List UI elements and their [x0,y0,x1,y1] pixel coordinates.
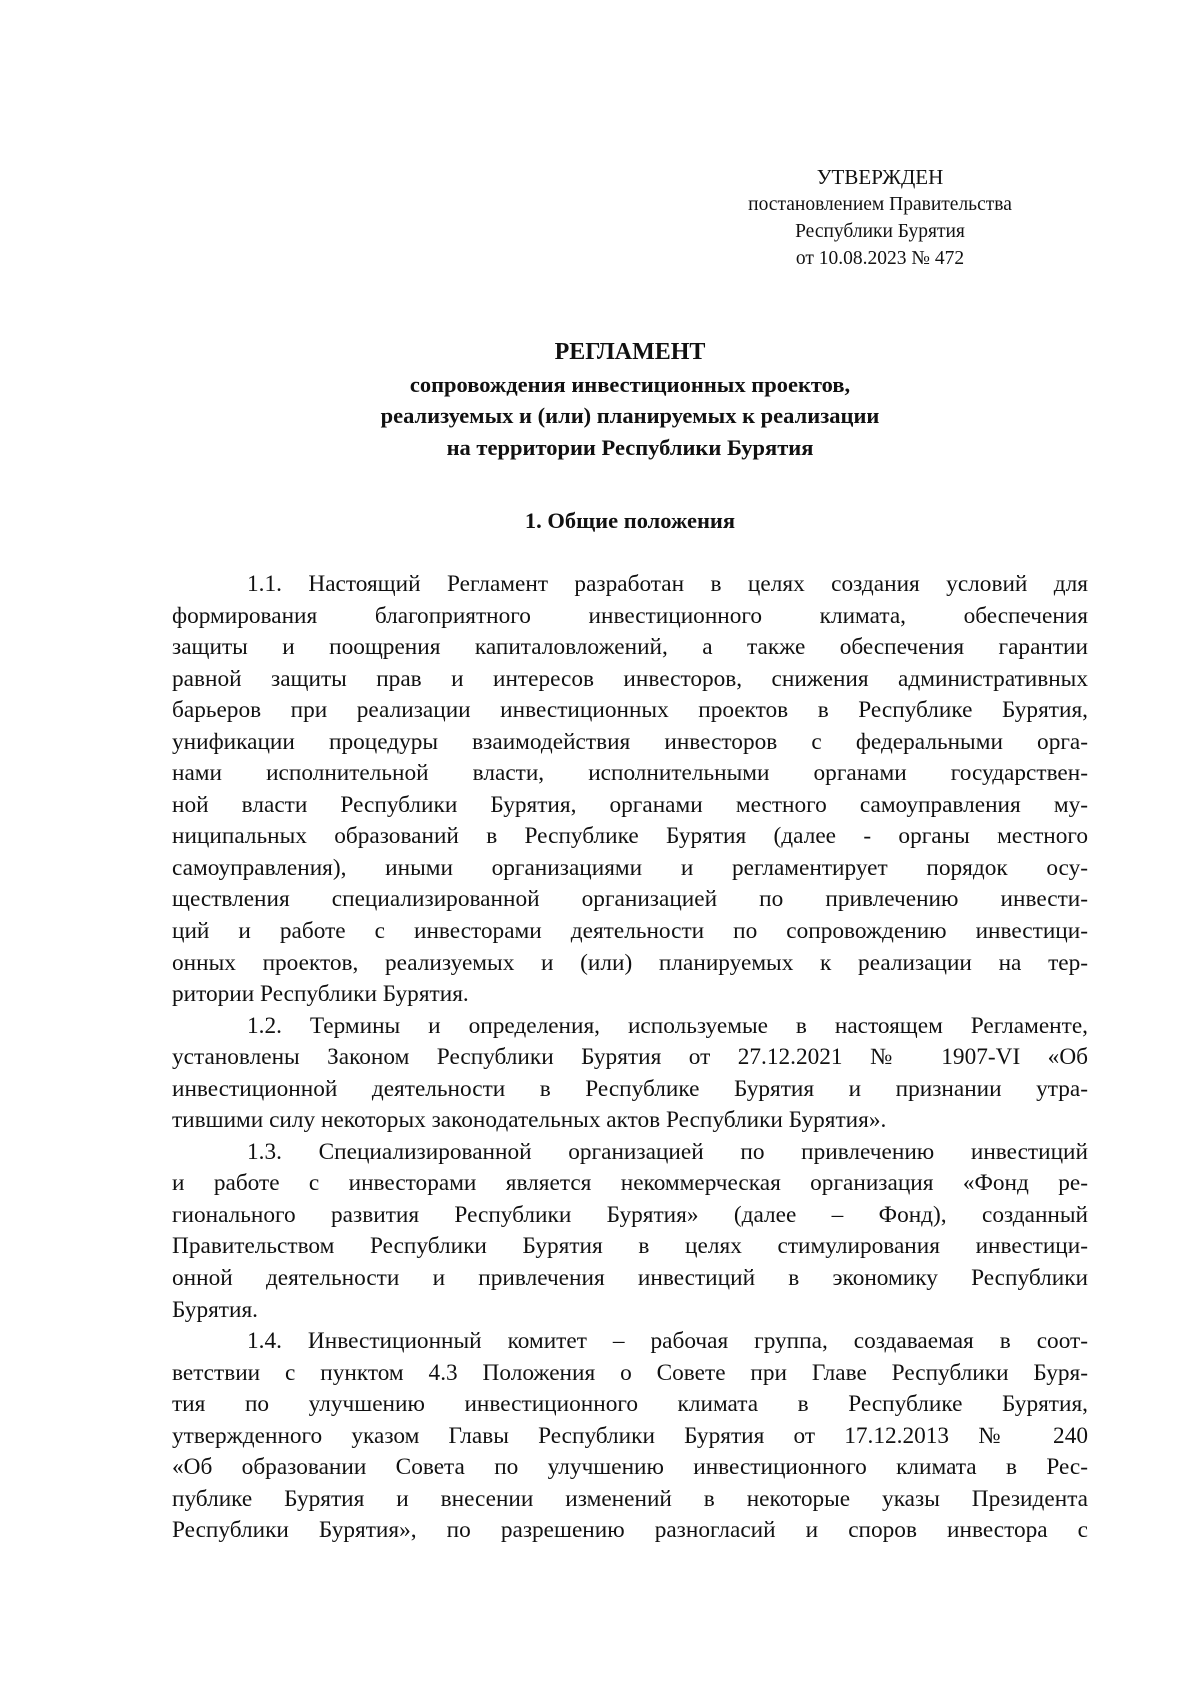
approval-line: Республики Бурятия [795,221,965,242]
paragraph [172,1011,1088,1137]
paragraph-line: тившими силу некоторых законодательных актов Республики Бурятия». [172,1107,887,1134]
paragraph-line: и работе с инвесторами является некоммерческая организация «Фонд ре- [172,1170,1088,1197]
approval-date-number: от 10.08.2023 № 472 [795,248,965,269]
paragraph-line: ритории Республики Бурятия. [172,981,469,1008]
paragraph [172,1137,1088,1326]
paragraph-line: формирования благоприятного инвестиционного климата, обеспечения [172,602,1088,629]
paragraph-line: 1.1. Настоящий Регламент разработан в целях создания условий для [247,571,1088,597]
paragraph-line: барьеров при реализации инвестиционных проектов в Республике Бурятия, [172,697,1088,724]
paragraph-line: ниципальных образований в Республике Бурятия (далее - органы местного [172,823,1088,850]
paragraph-line: онной деятельности и привлечения инвестиций в экономику Республики [172,1265,1088,1292]
paragraph-line: Республики Бурятия», по разрешению разногласий и споров инвестора с [172,1517,1088,1544]
approval-stamp [700,164,1060,272]
paragraph-line: публике Бурятия и внесении изменений в некоторые указы Президента [172,1485,1088,1512]
section-heading: 1. Общие положения [524,508,736,533]
paragraph-line: ществления специализированной организацией по привлечению инвести- [172,886,1088,913]
paragraph-line: установлены Законом Республики Бурятия от 27.12.2021 № 1907-VI «Об [172,1044,1088,1071]
paragraph-line: защиты и поощрения капиталовложений, а также обеспечения гарантии [172,634,1088,661]
paragraph-line: ной власти Республики Бурятия, органами местного самоуправления му- [172,791,1088,818]
document-title [170,337,1090,463]
approval-line: постановлением Правительства [748,194,1012,215]
paragraph-line: тия по улучшению инвестиционного климата в Республике Бурятия, [172,1391,1088,1418]
paragraph-line: Бурятия. [172,1296,258,1323]
document-subtitle-line: реализуемых и (или) планируемых к реализации [380,403,880,428]
paragraph-line: онных проектов, реализуемых и (или) планируемых к реализации на тер- [172,949,1088,976]
paragraph-line: инвестиционной деятельности в Республике Бурятия и признании утра- [172,1075,1088,1102]
document-title-main: РЕГЛАМЕНТ [554,339,706,365]
paragraph-line: «Об образовании Совета по улучшению инвестиционного климата в Рес- [172,1454,1088,1481]
paragraph-line: нами исполнительной власти, исполнительными органами государствен- [172,760,1088,787]
approval-heading: УТВЕРЖДЕН [816,165,944,189]
paragraph-line: утвержденного указом Главы Республики Бурятия от 17.12.2013 № 240 [172,1422,1088,1449]
paragraph-line: ций и работе с инвесторами деятельности по сопровождению инвестици- [172,918,1088,945]
paragraph-line: 1.2. Термины и определения, используемые в настоящем Регламенте, [247,1012,1088,1039]
document-body [172,569,1088,1547]
paragraph [172,569,1088,1011]
paragraph-line: Правительством Республики Бурятия в целях стимулирования инвестици- [172,1233,1088,1260]
paragraph-line: 1.3. Специализированной организацией по привлечению инвестиций [247,1138,1088,1165]
paragraph-line: равной защиты прав и интересов инвесторов, снижения административных [172,665,1088,692]
paragraph-line: гионального развития Республики Бурятия» (далее – Фонд), созданный [172,1201,1088,1228]
paragraph-line: 1.4. Инвестиционный комитет – рабочая группа, создаваемая в соот- [247,1328,1088,1355]
paragraph-line: ветствии с пунктом 4.3 Положения о Совете при Главе Республики Буря- [172,1359,1088,1386]
paragraph-line: унификации процедуры взаимодействия инвесторов с федеральными орга- [172,728,1088,755]
document-subtitle-line: на территории Республики Бурятия [446,434,814,460]
document-subtitle-line: сопровождения инвестиционных проектов, [409,371,851,397]
paragraph [172,1326,1088,1547]
paragraph-line: самоуправления), иными организациями и регламентирует порядок осу- [172,854,1088,881]
